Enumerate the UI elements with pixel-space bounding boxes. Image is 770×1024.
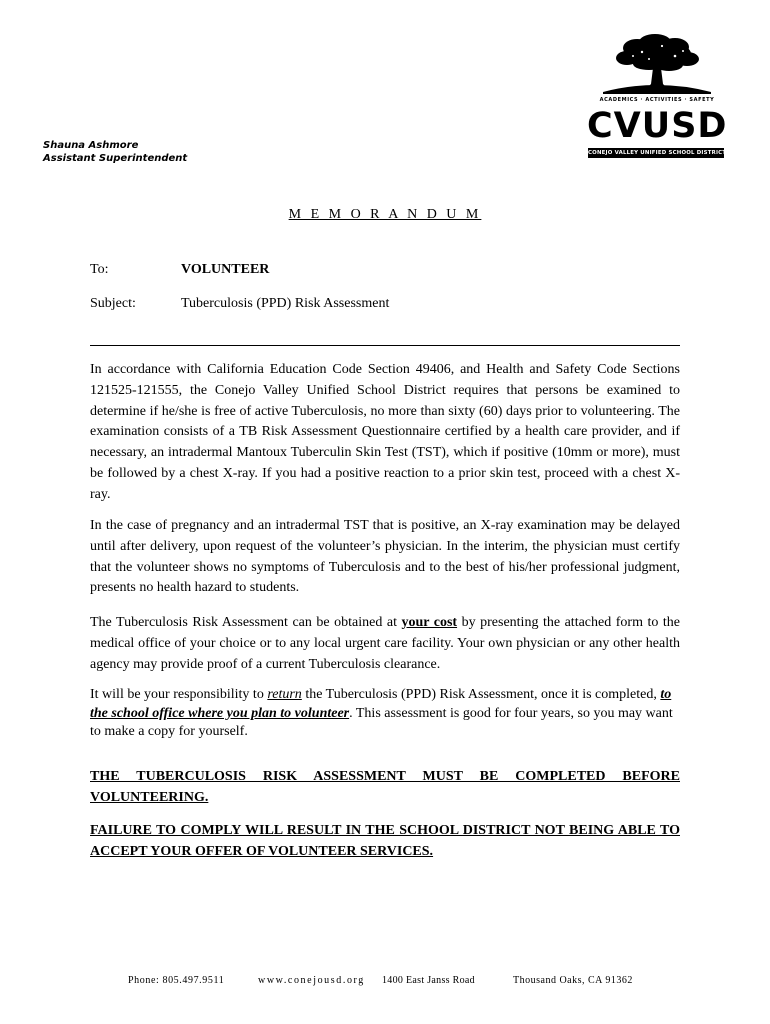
your-cost-emphasis: your cost: [401, 615, 458, 630]
footer-website: www.conejousd.org: [258, 975, 365, 986]
logo-wordmark: CVUSD: [587, 106, 728, 146]
return-text-c: . This assessment is good for four years, so you may want to make a copy for yourself.: [90, 705, 673, 739]
paragraph-cost: [90, 613, 680, 675]
oak-tree-icon: [587, 34, 727, 96]
memo-title: M E M O R A N D U M: [288, 207, 482, 222]
to-value: VOLUNTEER: [181, 262, 270, 277]
school-office-emphasis: to the school office where you plan to volunteer: [90, 687, 672, 721]
subject-label: Subject:: [90, 296, 136, 311]
cost-text-end: by presenting the attached form to the medical office of your choice or to any local urgent care facility. Your own physician or any other health agency may provide proof of a current Tuberculosis clearance.: [90, 615, 680, 672]
header-divider: [90, 345, 680, 346]
sender-name: Shauna Ashmore: [43, 140, 139, 151]
footer-address: 1400 East Janss Road: [382, 975, 475, 986]
logo-district-bar: CONEJO VALLEY UNIFIED SCHOOL DISTRICT: [588, 150, 727, 156]
return-text-b: the Tuberculosis (PPD) Risk Assessment, once it is completed,: [301, 687, 661, 702]
cvusd-logo: [587, 34, 727, 160]
footer-city: Thousand Oaks, CA 91362: [513, 975, 633, 986]
sender-block: [43, 139, 187, 165]
sender-title: Assistant Superintendent: [43, 153, 188, 164]
return-emphasis: return: [267, 687, 302, 702]
paragraph-pregnancy: In the case of pregnancy and an intradermal TST that is positive, an X-ray examination may be delayed until after delivery, upon request of the volunteer’s physician. In the interim, the physician must certify that the volunteer shows no symptoms of Tuberculosis and to the best of his/her professional judgment, presents no health hazard to students.: [90, 518, 680, 596]
cost-text-start: The Tuberculosis Risk Assessment can be obtained at: [90, 615, 402, 630]
paragraph-must-complete: THE TUBERCULOSIS RISK ASSESSMENT MUST BE COMPLETED BEFORE VOLUNTEERING.: [90, 769, 680, 805]
paragraph-requirements: In accordance with California Education Code Section 49406, and Health and Safety Code Sections 121525-121555, the Conejo Valley Unified School District requires that persons be examined to determine if he/she is free of active Tuberculosis, no more than sixty (60) days prior to volunteering. The examination consists of a TB Risk Assessment Questionnaire certified by a health care provider, and if necessary, an intradermal Mantoux Tuberculin Skin Test (TST), which if positive (10mm or more), must be followed by a chest X-ray. If you had a positive reaction to a prior skin test, proceed with a chest X-ray.: [90, 362, 680, 502]
paragraph-failure-warning: FAILURE TO COMPLY WILL RESULT IN THE SCHOOL DISTRICT NOT BEING ABLE TO ACCEPT YOUR OFFER OF VOLUNTEER SERVICES.: [90, 823, 680, 859]
return-text-a: It will be your responsibility to: [90, 687, 268, 702]
to-label: To:: [90, 262, 109, 277]
footer-phone: Phone: 805.497.9511: [128, 975, 225, 986]
logo-tagline: ACADEMICS · ACTIVITIES · SAFETY: [599, 97, 715, 103]
paragraph-return: [90, 686, 680, 742]
subject-value: Tuberculosis (PPD) Risk Assessment: [181, 296, 390, 311]
